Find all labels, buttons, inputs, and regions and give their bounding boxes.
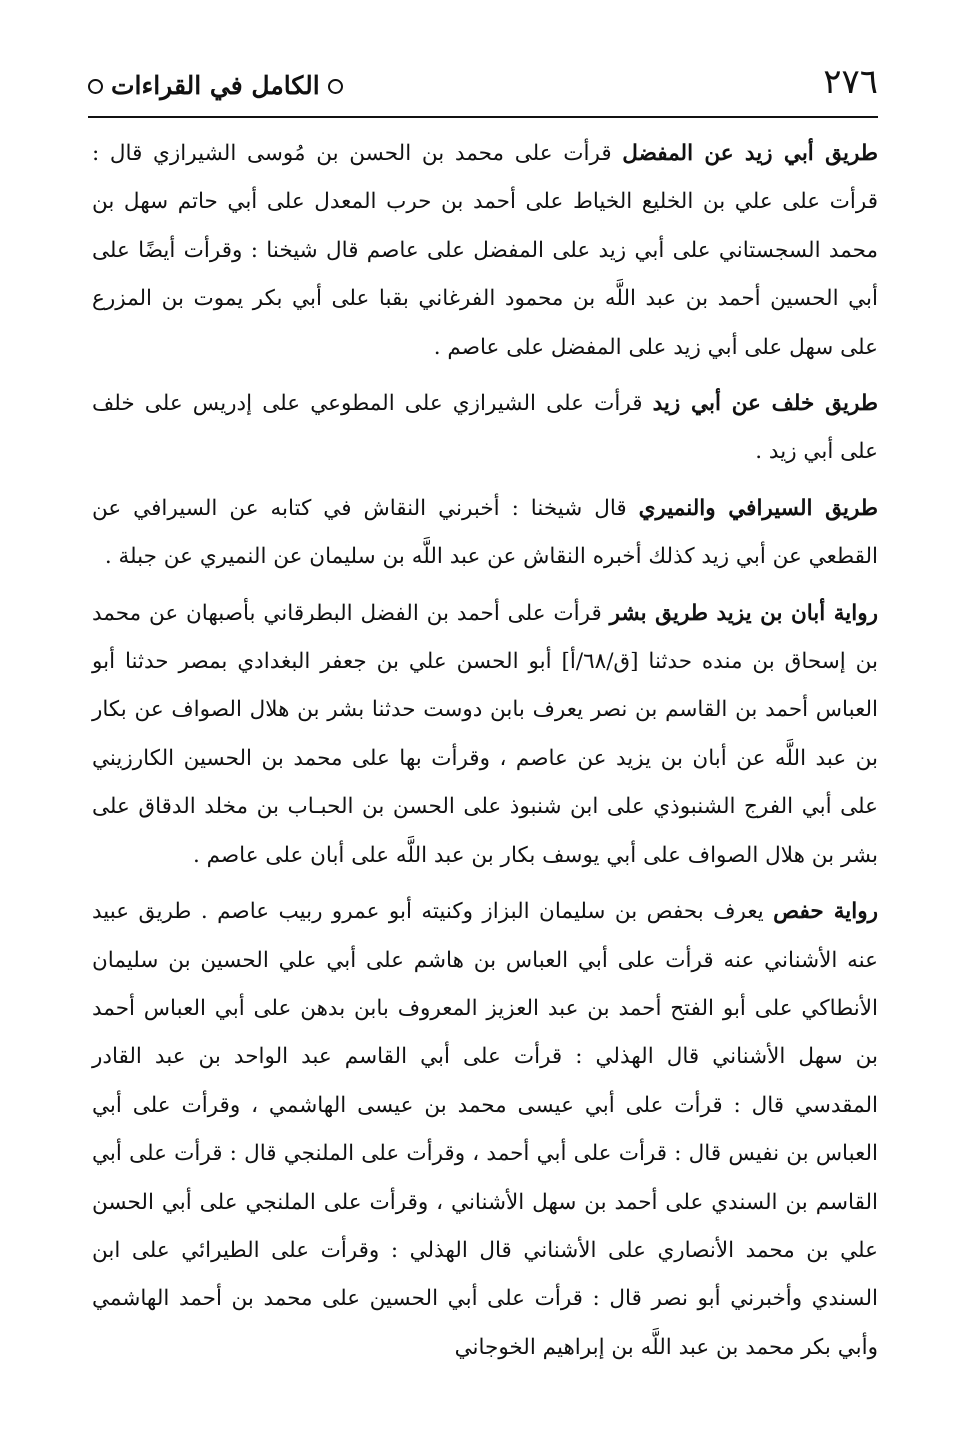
paragraph <box>92 380 878 477</box>
paragraph-heading: رواية أبان بن يزيد طريق بشر <box>609 600 878 626</box>
paragraph-text: قرأت على محمد بن الحسن بن مُوسى الشيرازي قال : قرأت على علي بن الخليع الخياط على أحمد بن حرب المعدل على أبي حاتم سهل بن محمد السجستاني على أبي زيد على المفضل على عاصم قال شيخنا : وقرأت أيضًا على أبي الحسين أحمد بن عبد اللَّه بن محمود الفرغاني بقبا على أبي بكر يموت بن المزرع على سهل على أبي زيد على المفضل على عاصم . <box>92 141 878 360</box>
paragraph-text: قرأت على الشيرازي على المطوعي على إدريس على خلف على أبي زيد . <box>92 391 878 465</box>
paragraph-text: قال شيخنا : أخبرني النقاش في كتابه عن السيرافي عن القطعي عن أبي زيد كذلك أخبره النقاش عن عبد اللَّه بن سليمان عن النميري عن جبلة . <box>92 495 878 570</box>
running-title-text: الكامل في القراءات <box>111 71 320 100</box>
paragraph <box>92 130 878 372</box>
paragraph-text: قرأت على أحمد بن الفضل البطرقاني بأصبهان عن محمد بن إسحاق بن منده حدثنا [ق/٦٨/أ] أبو الحسن علي بن جعفر البغدادي بمصر حدثنا أبو العباس أحمد بن القاسم بن نصر يعرف بابن دوست حدثنا بشر بن هلال الصواف عن بكار بن عبد اللَّه عن أبان بن يزيد عن عاصم ، وقرأت بها على محمد بن الحسين الكارزيني على أبي الفرج الشنبوذي على ابن شنبوذ على الحسن بن الحبـاب بن مخلد الدقاق على بشر بن هلال الصواف على أبي يوسف بكار بن عبد اللَّه على أبان على عاصم . <box>92 600 879 868</box>
paragraph-heading: طريق السيرافي والنميري <box>638 495 878 521</box>
paragraph <box>92 590 878 880</box>
running-title <box>88 70 343 102</box>
paragraph-heading: رواية حفص <box>773 899 878 925</box>
paragraph <box>92 888 878 1372</box>
paragraph <box>92 485 878 582</box>
paragraph-heading: طريق خلف عن أبي زيد <box>652 391 878 417</box>
page-header <box>88 60 878 118</box>
circle-ornament-icon <box>88 79 103 94</box>
circle-ornament-icon <box>328 79 343 94</box>
main-text <box>92 130 878 1380</box>
page-number: ٢٧٦ <box>823 62 878 102</box>
paragraph-heading: طريق أبي زيد عن المفضل <box>622 141 879 166</box>
paragraph-text: يعرف بحفص بن سليمان البزاز وكنيته أبو عمرو ربيب عاصم . طريق عبيد عنه الأشناني عنه قرأت على أبي العباس بن هاشم على أبي علي الحسين بن سليمان الأنطاكي على أبو الفتح أحمد بن عبد العزيز المعروف بابن بدهن على أبي العباس أحمد بن سهل الأشناني قال الهذلي : قرأت على أبي القاسم عبد الواحد بن عبد القادر المقدسي قال : قرأت على أبي عيسى محمد بن عيسى الهاشمي ، وقرأت على أبي العباس بن نفيس قال : قرأت على أبي أحمد ، وقرأت على الملنجي قال : قرأت على أبي القاسم بن السندي على أحمد بن سهل الأشناني ، وقرأت على الملنجي على أبي الحسن علي بن محمد الأنصاري على الأشناني قال الهذلي : وقرأت على الطيرائي على ابن السندي وأخبرني أبو نصر قال : قرأت على أبي الحسين على محمد بن أحمد الهاشمي وأبي بكر محمد بن عبد اللَّه بن إبراهيم الخوجاني <box>92 899 878 1360</box>
